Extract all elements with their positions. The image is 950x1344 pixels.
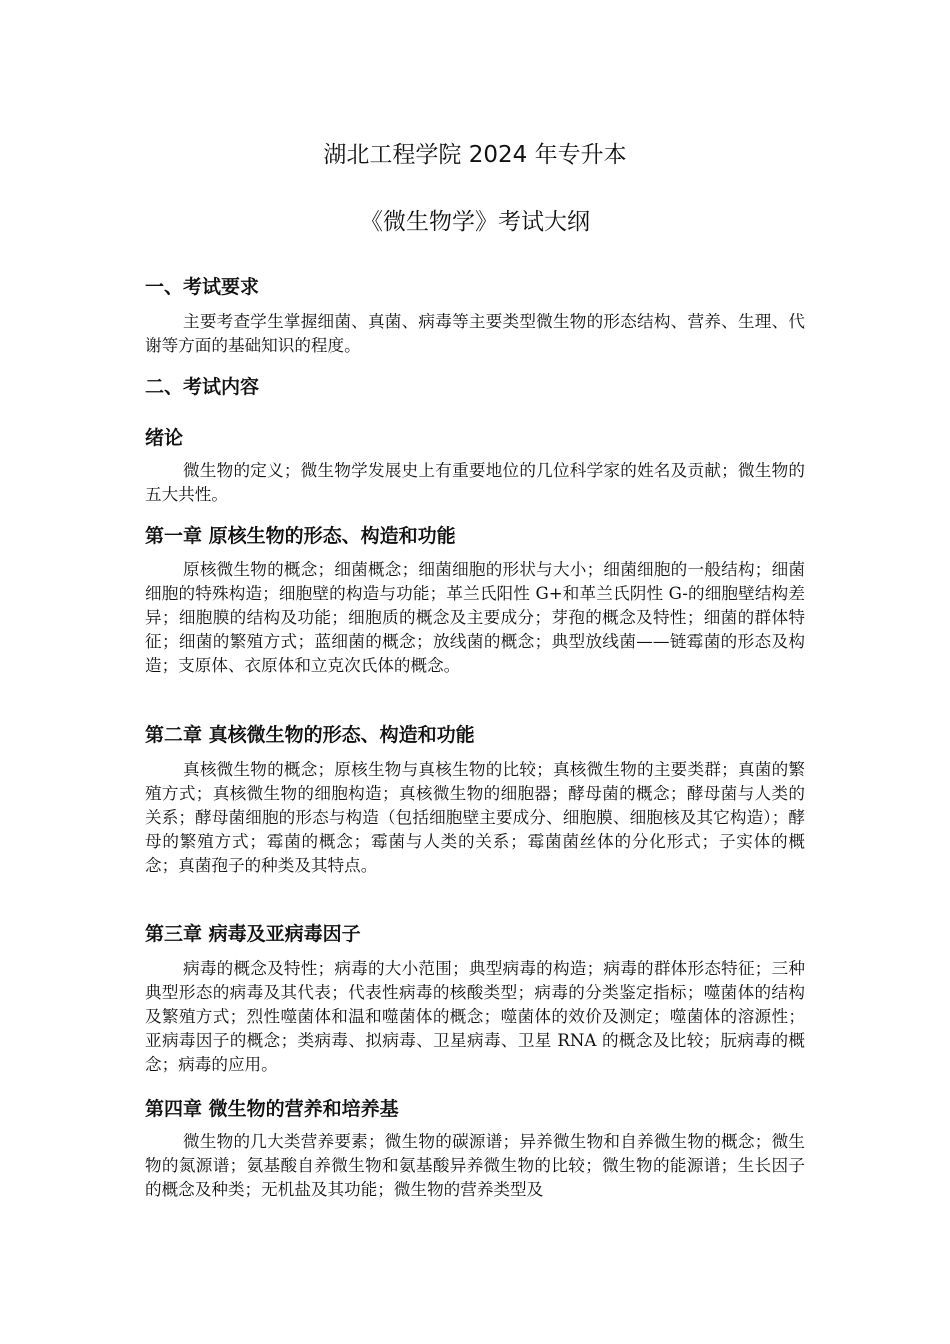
chapter-3-paragraph: 病毒的概念及特性；病毒的大小范围；典型病毒的构造；病毒的群体形态特征；三种典型形态的病毒及其代表；代表性病毒的核酸类型；病毒的分类鉴定指标；噬菌体的结构及繁殖方式；烈性噬菌体和温和噬菌体的概念；噬菌体的效价及测定；噬菌体的溶源性；亚病毒因子的概念；类病毒、拟病毒、卫星病毒、卫星 RNA 的概念及比较；朊病毒的概念；病毒的应用。 <box>145 959 805 1074</box>
chapter-heading-intro: 绪论 <box>145 427 184 449</box>
section-heading-requirements: 一、考试要求 <box>145 276 260 298</box>
chapter-1-paragraph: 原核微生物的概念；细菌概念；细菌细胞的形状与大小；细菌细胞的一般结构；细菌细胞的特殊构造；细胞壁的构造与功能；革兰氏阳性 G+和革兰氏阴性 G-的细胞壁结构差异；细胞膜的结构及功能；细胞质的概念及主要成分；芽孢的概念及特性；细菌的群体特征；细菌的繁殖方式；蓝细菌的概念；放线菌的概念；典型放线菌——链霉菌的形态及构造；支原体、衣原体和立克次氏体的概念。 <box>145 560 805 675</box>
chapter-heading-3: 第三章 病毒及亚病毒因子 <box>145 923 361 945</box>
requirements-paragraph: 主要考查学生掌握细菌、真菌、病毒等主要类型微生物的形态结构、营养、生理、代谢等方面的基础知识的程度。 <box>145 312 805 355</box>
chapter-2-paragraph: 真核微生物的概念；原核生物与真核生物的比较；真核微生物的主要类群；真菌的繁殖方式；真核微生物的细胞构造；真核微生物的细胞器；酵母菌的概念；酵母菌与人类的关系；酵母菌细胞的形态与构造（包括细胞壁主要成分、细胞膜、细胞核及其它构造）；酵母的繁殖方式；霉菌的概念；霉菌与人类的关系；霉菌菌丝体的分化形式；子实体的概念；真菌孢子的种类及其特点。 <box>145 760 805 875</box>
chapter-heading-2: 第二章 真核微生物的形态、构造和功能 <box>145 724 475 746</box>
document-title: 湖北工程学院 2024 年专升本 <box>323 142 627 168</box>
chapter-intro-paragraph: 微生物的定义；微生物学发展史上有重要地位的几位科学家的姓名及贡献；微生物的五大共性。 <box>145 461 805 504</box>
document-subtitle: 《微生物学》考试大纲 <box>360 209 590 235</box>
section-heading-content: 二、考试内容 <box>145 376 260 398</box>
chapter-4-paragraph: 微生物的几大类营养要素；微生物的碳源谱；异养微生物和自养微生物的概念；微生物的氮源谱；氨基酸自养微生物和氨基酸异养微生物的比较；微生物的能源谱；生长因子的概念及种类；无机盐及其功能；微生物的营养类型及 <box>145 1132 805 1199</box>
chapter-heading-4: 第四章 微生物的营养和培养基 <box>145 1098 399 1120</box>
chapter-heading-1: 第一章 原核生物的形态、构造和功能 <box>145 525 456 547</box>
